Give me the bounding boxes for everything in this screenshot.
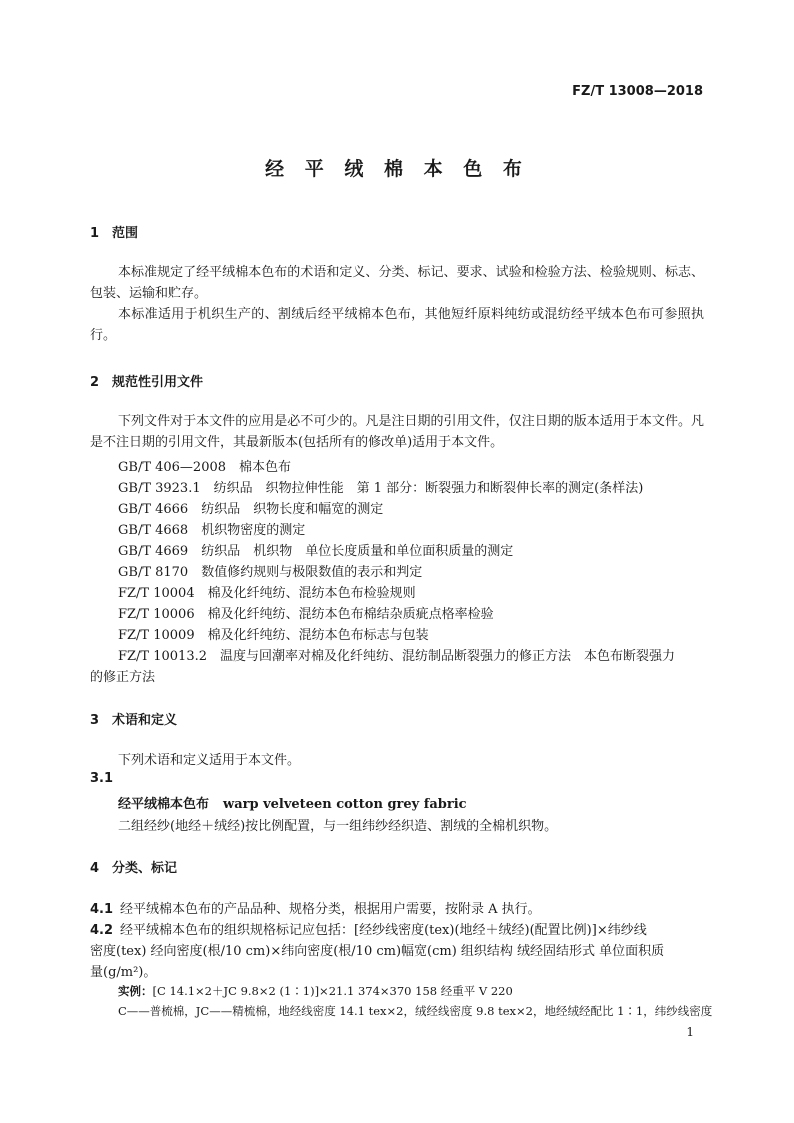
section-number: 2	[90, 375, 100, 390]
term-number	[90, 771, 120, 786]
section-title: 范围	[112, 226, 139, 241]
section-title: 分类、标记	[112, 861, 178, 876]
example-line	[118, 983, 513, 999]
terms-intro: 下列术语和定义适用于本文件。	[118, 753, 301, 768]
section-2-heading	[90, 371, 203, 390]
clause-number: 4.1	[90, 902, 114, 917]
section-4-heading	[90, 857, 177, 876]
reference-item: GB/T 3923.1 纺织品 织物拉伸性能 第 1 部分：断裂强力和断裂伸长率的测定(条样法)	[118, 481, 644, 496]
document-title: 经 平 绒 棉 本 色 布	[265, 158, 529, 180]
reference-item: FZ/T 10004 棉及化纤纯纺、混纺本色布检验规则	[118, 586, 416, 601]
section-number: 1	[90, 226, 100, 241]
clause-4-2-line-1	[90, 919, 647, 938]
section-number: 4	[90, 861, 100, 876]
reference-item: FZ/T 10006 棉及化纤纯纺、混纺本色布棉结杂质疵点格率检验	[118, 607, 494, 622]
reference-item: GB/T 406—2008 棉本色布	[118, 460, 292, 475]
term-chinese: 经平绒棉本色布	[118, 797, 210, 812]
clause-text: 经平绒棉本色布的产品品种、规格分类，根据用户需要，按附录 A 执行。	[120, 902, 541, 917]
clause-4-2-line-2: 密度(tex) 经向密度(根/10 cm)×纬向密度(根/10 cm)幅宽(cm) 组织结构 绒经固结形式 单位面积质	[90, 944, 665, 959]
term-english: warp velveteen cotton grey fabric	[223, 797, 467, 812]
section-title: 规范性引用文件	[112, 375, 204, 390]
reference-item-last-line-2: 的修正方法	[90, 670, 156, 685]
reference-item: GB/T 4669 纺织品 机织物 单位长度质量和单位面积质量的测定	[118, 544, 514, 559]
reference-item: GB/T 4668 机织物密度的测定	[118, 523, 306, 538]
references-intro: 下列文件对于本文件的应用是必不可少的。凡是注日期的引用文件，仅注日期的版本适用于本文件。凡是不注日期的引用文件，其最新版本(包括所有的修改单)适用于本文件。	[90, 414, 704, 450]
term-definition: 二组经纱(地经＋绒经)按比例配置，与一组纬纱经织造、割绒的全棉机织物。	[118, 819, 558, 834]
reference-item: GB/T 8170 数值修约规则与极限数值的表示和判定	[118, 565, 423, 580]
section-title: 术语和定义	[112, 713, 178, 728]
term-title	[118, 793, 467, 812]
standard-code: FZ/T 13008—2018	[572, 84, 703, 99]
section-number: 3	[90, 713, 100, 728]
section-1-heading	[90, 222, 138, 241]
example-explanation: C——普梳棉，JC——精梳棉，地经线密度 14.1 tex×2，绒经线密度 9.8 tex×2，地经绒经配比 1∶1，纬纱线密度	[118, 1004, 713, 1018]
scope-paragraph-2: 本标准适用于机织生产的、割绒后经平绒棉本色布，其他短纤原料纯纺或混纺经平绒本色布可参照执行。	[90, 307, 704, 343]
example-label: 实例：	[118, 984, 153, 998]
clause-4-2-line-3: 量(g/m²)。	[90, 965, 157, 980]
clause-number: 3.1	[90, 771, 114, 786]
clause-number: 4.2	[90, 923, 114, 938]
reference-item-last-line-1: FZ/T 10013.2 温度与回潮率对棉及化纤纯纺、混纺制品断裂强力的修正方法 本色布断裂强力	[118, 649, 675, 664]
scope-paragraph-1: 本标准规定了经平绒棉本色布的术语和定义、分类、标记、要求、试验和检验方法、检验规则、标志、包装、运输和贮存。	[90, 265, 704, 301]
clause-text: 经平绒棉本色布的组织规格标记应包括：[经纱线密度(tex)(地经＋绒经)(配置比例)]×纬纱线	[120, 923, 647, 938]
clause-4-1	[90, 898, 541, 917]
example-text: [C 14.1×2＋JC 9.8×2 (1∶1)]×21.1 374×370 158 经重平 V 220	[152, 984, 513, 998]
reference-item: FZ/T 10009 棉及化纤纯纺、混纺本色布标志与包装	[118, 628, 429, 643]
reference-item: GB/T 4666 纺织品 织物长度和幅宽的测定	[118, 502, 384, 517]
page-number: 1	[686, 1025, 694, 1039]
section-3-heading	[90, 709, 177, 728]
